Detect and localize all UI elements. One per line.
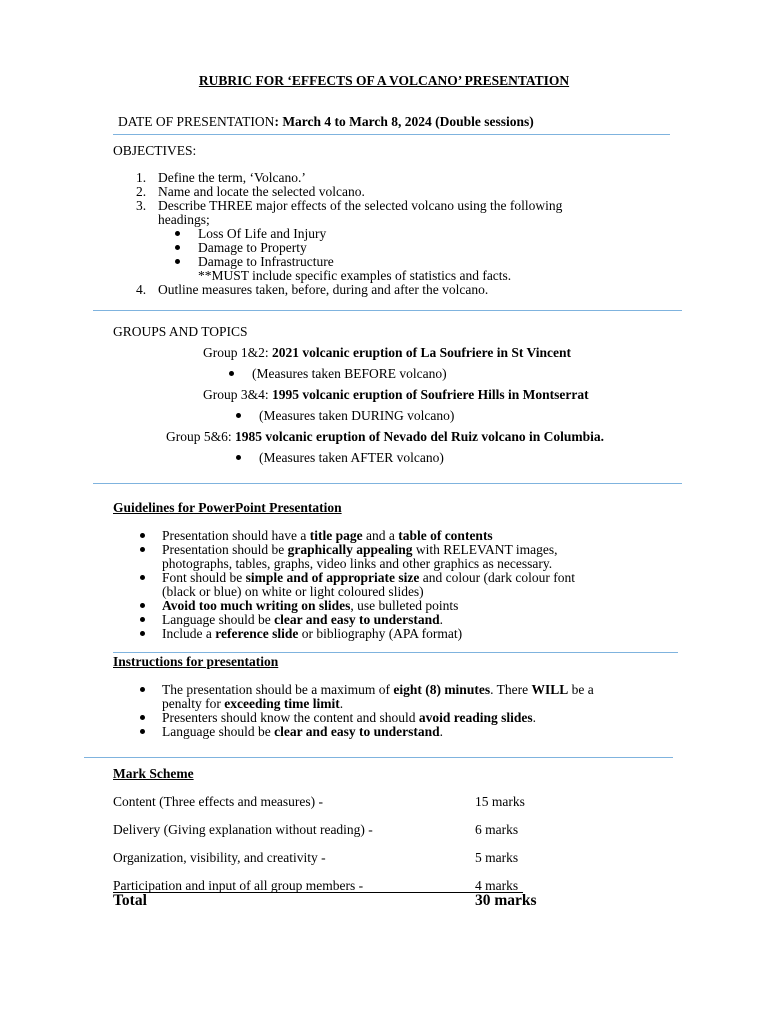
- total-underline: [113, 892, 523, 893]
- sub-bullet: [175, 227, 180, 241]
- divider: [113, 134, 670, 135]
- bullet-icon: [140, 617, 145, 622]
- presentation-date: DATE OF PRESENTATION: March 4 to March 8, 2024 (Double sessions): [118, 114, 534, 129]
- divider: [93, 483, 682, 484]
- objective-item: Outline measures taken, before, during and after the volcano.: [158, 282, 489, 297]
- bullet-icon: [140, 603, 145, 608]
- divider: [113, 652, 678, 653]
- markscheme-marks: 15 marks: [475, 794, 525, 809]
- markscheme-heading: Mark Scheme: [113, 766, 194, 781]
- sub-bullet: [175, 241, 180, 255]
- group-topic-text: 1985 volcanic eruption of Nevado del Ruiz volcano in Columbia.: [235, 429, 605, 444]
- group-topic-text: 1995 volcanic eruption of Soufriere Hills in Montserrat: [272, 387, 589, 402]
- total-label: Total: [113, 892, 147, 909]
- group-topic-text: 2021 volcanic eruption of La Soufriere in St Vincent: [272, 345, 571, 360]
- group-measure: (Measures taken AFTER volcano): [259, 450, 444, 465]
- bullet-icon: [140, 533, 145, 538]
- markscheme-label: Organization, visibility, and creativity -: [113, 850, 326, 865]
- groups-heading: GROUPS AND TOPICS: [113, 324, 248, 339]
- objective-number: 4.: [136, 282, 147, 297]
- guideline-bullet: [140, 571, 145, 585]
- group-label: Group 3&4:: [203, 387, 272, 402]
- total-marks: 30 marks: [475, 892, 537, 909]
- guideline-item: Presentation should be graphically appealing with RELEVANT images,: [162, 542, 558, 557]
- bullet-icon: [175, 245, 180, 250]
- bullet-icon: [140, 575, 145, 580]
- group-topic: [203, 346, 571, 360]
- group-topic: [166, 430, 604, 444]
- bullet-icon: [175, 259, 180, 264]
- guideline-bullet: [140, 613, 145, 627]
- guideline-item-continued: (black or blue) on white or light coloured slides): [162, 584, 424, 599]
- objective-subitem: Damage to Infrastructure: [198, 254, 334, 269]
- group-bullet: [236, 409, 241, 423]
- group-measure: (Measures taken DURING volcano): [259, 408, 455, 423]
- bullet-icon: [140, 729, 145, 734]
- date-label: DATE OF PRESENTATION: [118, 114, 275, 129]
- objective-subitem: Loss Of Life and Injury: [198, 226, 327, 241]
- bullet-icon: [140, 715, 145, 720]
- group-bullet: [236, 451, 241, 465]
- guideline-bullet: [140, 529, 145, 543]
- guideline-item: Include a reference slide or bibliography (APA format): [162, 626, 463, 641]
- guideline-item: Font should be simple and of appropriate size and colour (dark colour font: [162, 570, 575, 585]
- sub-bullet: [175, 255, 180, 269]
- group-label: Group 5&6:: [166, 429, 235, 444]
- guideline-bullet: [140, 599, 145, 613]
- objective-number: 1.: [136, 170, 147, 185]
- markscheme-marks: 5 marks: [475, 850, 519, 865]
- guideline-bullet: [140, 543, 145, 557]
- markscheme-label: Participation and input of all group members -: [113, 878, 364, 893]
- bullet-icon: [140, 687, 145, 692]
- bullet-icon: [175, 231, 180, 236]
- objective-item: Define the term, ‘Volcano.’: [158, 170, 306, 185]
- guidelines-heading: Guidelines for PowerPoint Presentation: [113, 500, 342, 515]
- guideline-item-continued: photographs, tables, graphs, video links and other graphics as necessary.: [162, 556, 553, 571]
- bullet-icon: [236, 455, 241, 460]
- instruction-item-continued: penalty for exceeding time limit.: [162, 696, 344, 711]
- group-bullet: [229, 367, 234, 381]
- objectives-heading: OBJECTIVES:: [113, 143, 197, 158]
- instruction-bullet: [140, 711, 145, 725]
- group-measure: (Measures taken BEFORE volcano): [252, 366, 447, 381]
- bullet-icon: [140, 631, 145, 636]
- instruction-bullet: [140, 725, 145, 739]
- divider: [93, 310, 682, 311]
- markscheme-marks: 6 marks: [475, 822, 519, 837]
- bullet-icon: [140, 547, 145, 552]
- group-label: Group 1&2:: [203, 345, 272, 360]
- instruction-item: The presentation should be a maximum of eight (8) minutes. There WILL be a: [162, 682, 594, 697]
- objective-number: 2.: [136, 184, 147, 199]
- objective-item-continued: headings;: [158, 212, 210, 227]
- markscheme-label: Delivery (Giving explanation without reading) -: [113, 822, 373, 837]
- date-value: March 4 to March 8, 2024 (Double sessions): [278, 114, 534, 129]
- document-title: RUBRIC FOR ‘EFFECTS OF A VOLCANO’ PRESENTATION: [198, 73, 570, 88]
- instructions-heading: Instructions for presentation: [113, 654, 279, 669]
- objective-item: Name and locate the selected volcano.: [158, 184, 365, 199]
- markscheme-marks: 4 marks: [475, 878, 519, 893]
- objective-number: 3.: [136, 198, 147, 213]
- instruction-item: Language should be clear and easy to understand.: [162, 724, 443, 739]
- instruction-item: Presenters should know the content and should avoid reading slides.: [162, 710, 536, 725]
- bullet-icon: [229, 371, 234, 376]
- objective-note: **MUST include specific examples of statistics and facts.: [198, 268, 512, 283]
- guideline-item: Language should be clear and easy to understand.: [162, 612, 443, 627]
- divider: [84, 757, 673, 758]
- markscheme-label: Content (Three effects and measures) -: [113, 794, 324, 809]
- objective-subitem: Damage to Property: [198, 240, 307, 255]
- guideline-item: Presentation should have a title page and a table of contents: [162, 528, 493, 543]
- instruction-bullet: [140, 683, 145, 697]
- bullet-icon: [236, 413, 241, 418]
- objective-item: Describe THREE major effects of the selected volcano using the following: [158, 198, 563, 213]
- guideline-item: Avoid too much writing on slides, use bulleted points: [162, 598, 459, 613]
- guideline-bullet: [140, 627, 145, 641]
- group-topic: [203, 388, 589, 402]
